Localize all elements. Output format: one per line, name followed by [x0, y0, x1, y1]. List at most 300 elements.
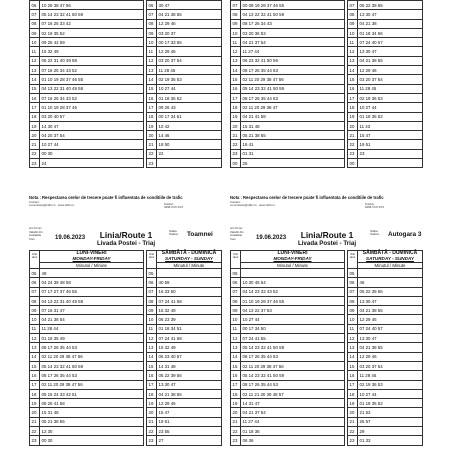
hour-cell: 10: [348, 28, 358, 37]
table-row: [147, 28, 222, 37]
hour-cell: 18: [231, 389, 241, 398]
hour-cell: 06: [147, 278, 157, 287]
hour-cell: 12: [348, 334, 358, 343]
minutes-cell: 11 28 45: [358, 371, 423, 380]
hour-cell: 10: [30, 38, 40, 47]
minutes-cell: 03 20 37 54: [358, 75, 423, 84]
table-row: [147, 47, 222, 56]
hour-cell: 07: [348, 1, 358, 10]
minutes-cell: 11 28 44: [40, 324, 144, 333]
table-row: [348, 103, 423, 112]
table-row: [231, 19, 345, 28]
timetable-sheet-top-right: [230, 0, 423, 220]
table-row: [147, 1, 222, 10]
hour-cell: 06: [231, 278, 241, 287]
weekday-header: [29, 250, 144, 268]
minutes-cell: 00 30: [40, 436, 144, 445]
minutes-cell: 03 20 36 53: [241, 28, 345, 37]
table-row: [348, 66, 423, 75]
minutes-cell: 14 30 47: [40, 121, 144, 130]
minutes-cell: 08 17 26 34 43: [241, 19, 345, 28]
minutes-cell: 04 21 37 54: [241, 408, 345, 417]
minutes-cell: 08 17 26 35 44 53: [241, 93, 345, 102]
table-row: [147, 93, 222, 102]
table-row: [147, 121, 222, 130]
hour-cell: 10: [231, 315, 241, 324]
minutes-cell: 13 30 47: [157, 380, 222, 389]
minutes-cell: 12 29 46: [157, 19, 222, 28]
table-row: [231, 66, 345, 75]
hour-cell: 15: [30, 361, 40, 370]
hour-cell: 22: [30, 427, 40, 436]
table-row: [348, 149, 423, 158]
table-row: [348, 121, 423, 130]
table-row: [147, 417, 222, 426]
weekday-table: [29, 0, 144, 168]
table-row: [231, 84, 345, 93]
table-row: [30, 66, 144, 75]
minutes-cell: 10 27 44: [40, 140, 144, 149]
station-name: Toamnei: [187, 231, 213, 238]
hour-cell: 19: [30, 121, 40, 130]
hour-cell: 18: [231, 103, 241, 112]
hour-cell: 21: [348, 131, 358, 140]
station-label: Stația Station: [169, 229, 179, 237]
table-row: [147, 315, 222, 324]
table-row: [348, 10, 423, 19]
table-row: [30, 84, 144, 93]
weekend-title: SÂMBĂTĂ - DUMINICĂ: [161, 250, 217, 256]
hour-cell: 17: [30, 380, 40, 389]
weekend-table: [146, 268, 222, 446]
minutes-cell: 40 59: [157, 278, 222, 287]
hour-cell: 15: [231, 361, 241, 370]
table-row: [30, 10, 144, 19]
timetable-sheet-toamnei: [29, 227, 222, 450]
table-row: [348, 93, 423, 102]
minutes-cell: 02 11 20 29 38 47 56: [241, 361, 345, 370]
table-row: [348, 315, 423, 324]
table-row: [348, 371, 423, 380]
table-row: [231, 56, 345, 65]
weekend-table: [347, 268, 423, 446]
hour-cell: 08: [348, 10, 358, 19]
minutes-cell: 11 28 45: [157, 66, 222, 75]
minutes-cell: 03 20 37: [157, 28, 222, 37]
table-row: [348, 296, 423, 305]
hour-cell: 16: [348, 84, 358, 93]
hour-cell: 22: [348, 427, 358, 436]
minutes-cell: 05 22 39 56: [157, 371, 222, 380]
minutes-cell: 15 31 48: [241, 121, 345, 130]
minutes-cell: 01 18 35 52: [157, 93, 222, 102]
hour-cell: 23: [231, 436, 241, 445]
hour-cell: 15: [147, 84, 157, 93]
minutes-cell: 14 31 47: [241, 399, 345, 408]
minutes-cell: 04 21 38 55: [157, 389, 222, 398]
hour-cell: 16: [30, 93, 40, 102]
table-row: [348, 389, 423, 398]
table-row: [30, 417, 144, 426]
table-row: [348, 427, 423, 436]
table-row: [231, 38, 345, 47]
table-row: [147, 324, 222, 333]
table-row: [231, 296, 345, 305]
hour-cell: 20: [147, 408, 157, 417]
hour-cell: 19: [231, 112, 241, 121]
table-row: [30, 380, 144, 389]
weekday-title-en: MONDAY-FRIDAY: [72, 256, 111, 261]
hour-cell: 06: [348, 278, 358, 287]
table-row: [30, 121, 144, 130]
table-row: [147, 56, 222, 65]
table-row: [147, 352, 222, 361]
traffic-note: Nota : Respectarea orelor de trecere poate fi influentata de conditiile de trafic: [29, 195, 183, 200]
table-row: [348, 287, 423, 296]
table-row: [231, 417, 345, 426]
contact-info: Contact: comunicare@ratbv.ro · www.ratbv.ro: [29, 200, 75, 208]
hour-cell: 19: [231, 399, 241, 408]
hour-cell: 12: [231, 47, 241, 56]
minutes-cell: 06 36: [241, 436, 345, 445]
table-row: [348, 417, 423, 426]
minute-label: Minutul / Minute: [157, 262, 221, 269]
table-row: [30, 315, 144, 324]
table-row: [30, 140, 144, 149]
table-row: [231, 269, 345, 278]
hour-cell: 21: [147, 140, 157, 149]
hour-cell: 06: [30, 1, 40, 10]
table-row: [231, 10, 345, 19]
minutes-cell: 07 24 41 58: [157, 334, 222, 343]
table-row: [147, 399, 222, 408]
minutes-cell: 23 55: [157, 427, 222, 436]
minutes-cell: 15 47: [358, 131, 423, 140]
hour-cell: 13: [147, 66, 157, 75]
art-number: Art.Nr./ax: [230, 226, 243, 230]
table-row: [30, 361, 144, 370]
hour-cell: 23: [231, 149, 241, 158]
minutes-cell: 25 57: [358, 417, 423, 426]
hour-cell: 18: [147, 389, 157, 398]
table-row: [30, 103, 144, 112]
minutes-cell: 01 18 35 52: [358, 399, 423, 408]
hour-cell: 21: [348, 417, 358, 426]
hour-cell: 17: [147, 380, 157, 389]
hour-cell: 23: [147, 436, 157, 445]
table-row: [147, 427, 222, 436]
minutes-cell: 16 33 50: [157, 287, 222, 296]
minutes-cell: 03 20 40 57: [40, 112, 144, 121]
hour-cell: 23: [348, 436, 358, 445]
hour-column-label: Ora/ Hour: [231, 251, 241, 269]
table-row: [231, 343, 345, 352]
minutes-cell: 21 53: [358, 408, 423, 417]
table-row: [231, 427, 345, 436]
hour-cell: 14: [348, 66, 358, 75]
minutes-cell: 23: [358, 149, 423, 158]
minutes-cell: 05 14 23 32 41 50 59: [40, 10, 144, 19]
table-row: [231, 436, 345, 445]
minutes-cell: 01 33: [358, 436, 423, 445]
hour-cell: 18: [348, 389, 358, 398]
hour-cell: 23: [348, 149, 358, 158]
hour-cell: 00: [231, 159, 241, 168]
hour-cell: 14: [30, 352, 40, 361]
hour-cell: 12: [30, 334, 40, 343]
hour-cell: 09: [30, 28, 40, 37]
table-row: [348, 343, 423, 352]
table-row: [30, 343, 144, 352]
table-row: [30, 389, 144, 398]
hour-cell: 07: [348, 287, 358, 296]
table-row: [30, 112, 144, 121]
hour-cell: 20: [348, 121, 358, 130]
table-row: [348, 38, 423, 47]
route-title: Linia/Route 1: [99, 230, 153, 240]
minutes-cell: 15 32 49: [157, 306, 222, 315]
table-row: [147, 408, 222, 417]
hour-column-label: Ora/ Hour: [30, 251, 40, 269]
hour-cell: 22: [147, 427, 157, 436]
minutes-cell: 19 51: [358, 140, 423, 149]
table-row: [231, 140, 345, 149]
hour-cell: 07: [147, 10, 157, 19]
table-row: [147, 75, 222, 84]
hour-cell: 12: [30, 56, 40, 65]
minutes-cell: 01 18 35 52: [358, 112, 423, 121]
minutes-cell: 08 17 26 35 44 53: [241, 380, 345, 389]
hour-cell: 05: [348, 269, 358, 278]
hour-cell: 21: [147, 417, 157, 426]
hour-cell: 14: [147, 352, 157, 361]
hour-cell: 18: [30, 389, 40, 398]
minutes-cell: 04 13 22 31 40 49 58: [40, 84, 144, 93]
minutes-cell: 02 11 20 29 38 47 56: [241, 75, 345, 84]
hour-cell: 09: [231, 306, 241, 315]
weekday-table: [29, 268, 144, 446]
hour-cell: 17: [30, 103, 40, 112]
minutes-cell: 01 18 34 51: [157, 324, 222, 333]
table-row: [348, 19, 423, 28]
hour-cell: 19: [147, 121, 157, 130]
route-subtitle: Livada Postei - Triaj: [297, 240, 357, 247]
minutes-cell: 12 29 45: [358, 315, 423, 324]
minutes-cell: 10 27 44: [358, 389, 423, 398]
hour-cell: 09: [231, 19, 241, 28]
hour-cell: 10: [147, 315, 157, 324]
minutes-cell: [157, 269, 222, 278]
table-row: [147, 159, 222, 168]
minutes-cell: 11 27 44: [241, 417, 345, 426]
minutes-cell: 04 21 38 54: [40, 315, 144, 324]
table-row: [147, 112, 222, 121]
minutes-cell: 29: [358, 427, 423, 436]
minutes-cell: 10 42: [157, 121, 222, 130]
hour-cell: 13: [348, 343, 358, 352]
minutes-cell: 12 29 46: [358, 66, 423, 75]
table-row: [147, 296, 222, 305]
hour-cell: 21: [30, 417, 40, 426]
hour-cell: 09: [348, 306, 358, 315]
minutes-cell: 03 20 37 54: [358, 361, 423, 370]
hour-cell: 22: [30, 149, 40, 158]
hour-cell: 12: [147, 56, 157, 65]
minutes-cell: 06 23 40 57: [157, 352, 222, 361]
table-row: [231, 361, 345, 370]
table-row: [231, 399, 345, 408]
hour-cell: 11: [348, 38, 358, 47]
weekend-title-en: SATURDAY - SUNDAY: [366, 256, 414, 261]
hour-cell: 07: [30, 287, 40, 296]
table-row: [231, 389, 345, 398]
hour-cell: 14: [231, 352, 241, 361]
hour-cell: 11: [147, 47, 157, 56]
table-row: [147, 10, 222, 19]
minutes-cell: 07 16 25 33 42: [40, 19, 144, 28]
table-row: [147, 361, 222, 370]
table-row: [231, 287, 345, 296]
minutes-cell: 04 21 38 55: [358, 56, 423, 65]
table-row: [348, 352, 423, 361]
weekend-table: [347, 0, 423, 168]
minutes-cell: 05 22 31 40 49 58: [40, 56, 144, 65]
minutes-cell: 18 50: [157, 140, 222, 149]
hour-cell: 19: [348, 112, 358, 121]
table-row: [30, 28, 144, 37]
minutes-cell: 02 19 35 52: [40, 28, 144, 37]
minutes-cell: [157, 159, 222, 168]
minutes-cell: 04 13 22 32 41 50 59: [241, 10, 345, 19]
table-row: [348, 399, 423, 408]
minutes-cell: 15 31 48: [40, 408, 144, 417]
minutes-cell: 08 17 26 35 44 53: [241, 66, 345, 75]
hour-column-label: Ora/ Hour: [147, 251, 157, 269]
hour-cell: 09: [147, 28, 157, 37]
minutes-cell: 15 32 49: [40, 47, 144, 56]
minute-label: Minutul / Minute: [241, 262, 344, 269]
hour-cell: 18: [30, 112, 40, 121]
minutes-cell: 04 21 38 55: [358, 343, 423, 352]
hour-cell: 20: [30, 408, 40, 417]
contact-info: Contact: comunicare@ratbv.ro · www.ratbv.ro: [230, 200, 276, 208]
minutes-cell: 15 32 49: [157, 343, 222, 352]
table-row: [147, 19, 222, 28]
table-row: [30, 287, 144, 296]
hour-cell: 22: [231, 427, 241, 436]
weekday-table: [230, 0, 345, 168]
hour-cell: 14: [147, 75, 157, 84]
weekend-title: SÂMBĂTĂ - DUMINICĂ: [362, 250, 418, 256]
hour-cell: 10: [147, 38, 157, 47]
table-row: [348, 47, 423, 56]
hour-cell: 19: [147, 399, 157, 408]
minutes-cell: 13 30 47: [358, 334, 423, 343]
table-row: [30, 47, 144, 56]
minutes-cell: 12 29 46: [358, 352, 423, 361]
hour-cell: 11: [147, 324, 157, 333]
minutes-cell: [358, 269, 423, 278]
minutes-cell: 05 15 24 33 42 51: [40, 389, 144, 398]
hour-cell: 20: [30, 131, 40, 140]
minutes-cell: 07 16 25 34 43 52: [40, 93, 144, 102]
weekend-header: [146, 250, 222, 268]
table-row: [30, 427, 144, 436]
table-row: [147, 371, 222, 380]
table-row: [348, 1, 423, 10]
hour-cell: 06: [147, 1, 157, 10]
table-row: [231, 47, 345, 56]
minutes-cell: 04 21 37 54: [241, 38, 345, 47]
table-row: [231, 324, 345, 333]
table-row: [147, 269, 222, 278]
hour-cell: 07: [231, 287, 241, 296]
minutes-cell: 07 16 31 47: [40, 306, 144, 315]
table-row: [30, 334, 144, 343]
table-row: [348, 140, 423, 149]
hour-cell: 16: [231, 371, 241, 380]
minutes-cell: 04 20 37 54: [40, 131, 144, 140]
hour-cell: 05: [231, 269, 241, 278]
table-row: [348, 56, 423, 65]
hour-cell: 05: [147, 269, 157, 278]
weekday-table: [230, 268, 345, 446]
table-row: [30, 436, 144, 445]
minutes-cell: 13 30 47: [358, 296, 423, 305]
table-row: [348, 334, 423, 343]
valid-date: 19.06.2023: [55, 235, 86, 241]
station-name: Autogara 3: [388, 231, 422, 238]
hour-cell: 20: [147, 131, 157, 140]
minutes-cell: 01 31: [241, 149, 345, 158]
weekday-title: LUNI-VINERI: [277, 250, 308, 256]
hour-cell: 19: [30, 399, 40, 408]
minutes-cell: 12 29 46: [157, 47, 222, 56]
minutes-cell: 08 25 41 58: [40, 399, 144, 408]
table-row: [348, 306, 423, 315]
minutes-cell: 05 14 23 32 41 50 59: [241, 371, 345, 380]
minutes-cell: 02 19 36 53: [358, 93, 423, 102]
hour-cell: 16: [231, 84, 241, 93]
valid-date: 19.06.2023: [256, 235, 287, 241]
minutes-cell: 00 17 34 51: [157, 112, 222, 121]
minute-label: Minutul / Minute: [40, 262, 143, 269]
table-row: [147, 38, 222, 47]
table-row: [30, 149, 144, 158]
minutes-cell: 15 47: [157, 408, 222, 417]
table-row: [30, 269, 144, 278]
hour-cell: 07: [231, 1, 241, 10]
hour-cell: 23: [30, 436, 40, 445]
table-row: [30, 75, 144, 84]
hour-cell: 10: [30, 315, 40, 324]
hour-cell: 08: [30, 19, 40, 28]
minutes-cell: 06 23 39: [157, 315, 222, 324]
hour-cell: 13: [30, 343, 40, 352]
hour-cell: 14: [30, 75, 40, 84]
minutes-cell: 13 30 47: [358, 10, 423, 19]
route-title: Linia/Route 1: [300, 230, 354, 240]
minutes-cell: [241, 269, 345, 278]
minutes-cell: 01 10 19 28 37 46 55: [40, 75, 144, 84]
minutes-cell: 04 13 22 37 53: [241, 306, 345, 315]
minutes-cell: 08 17 26 35 44 53: [241, 352, 345, 361]
table-row: [348, 84, 423, 93]
minutes-cell: 11 27 44: [241, 47, 345, 56]
hour-cell: 17: [231, 380, 241, 389]
timetable-sheet-top-left: [29, 0, 222, 220]
contact-phone: Telefon: 0268-XXX-XXX: [164, 202, 184, 210]
